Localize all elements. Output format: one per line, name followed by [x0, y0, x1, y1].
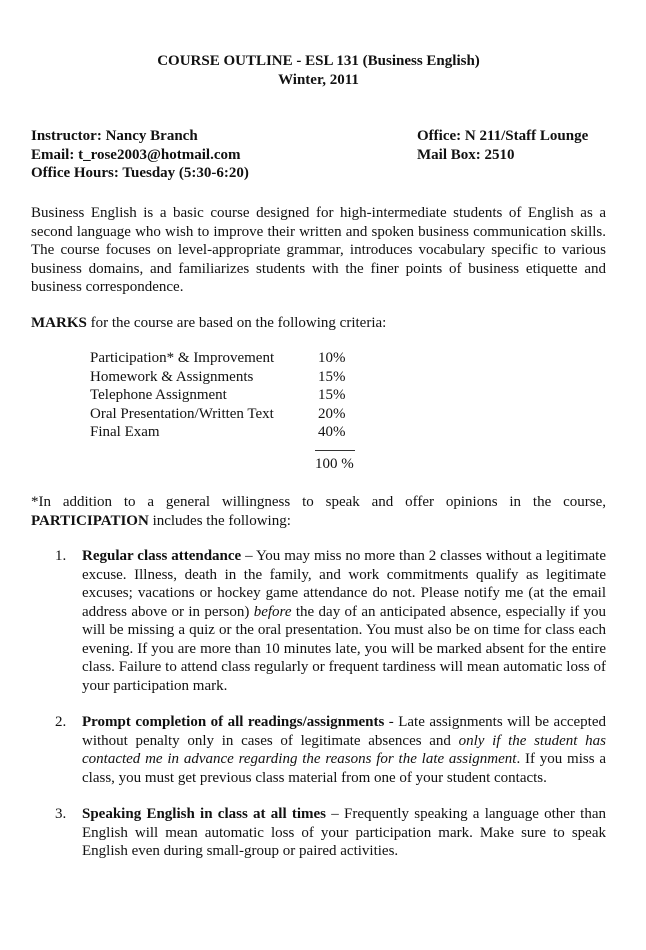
marks-heading: MARKS [31, 314, 87, 331]
marks-label: Homework & Assignments [90, 368, 254, 385]
document-title [31, 52, 606, 89]
office-location: Office: N 211/Staff Lounge [417, 128, 589, 144]
instructor-name: Instructor: Nancy Branch [31, 128, 198, 144]
marks-label: Final Exam [90, 424, 160, 440]
marks-percent: 10% [318, 350, 346, 366]
marks-label: Telephone Assignment [90, 387, 227, 403]
criteria-text: You may miss no more than 2 classes without a legitimate excuse. Illness, death in the family, and work commitments qualify as legitimate excuses; vacations or hockey game attendance do not. Please notify me (at the email address above or in person) [82, 548, 606, 620]
criteria-heading: Regular class attendance [82, 548, 242, 564]
marks-row [90, 423, 358, 442]
instructor-email: Email: t_rose2003@hotmail.com [31, 146, 241, 163]
criteria-number: 3. [55, 806, 67, 822]
marks-label: Oral Presentation/Written Text [90, 405, 274, 422]
participation-intro [31, 493, 606, 530]
marks-row [90, 368, 358, 387]
marks-total: 100 % [315, 450, 355, 474]
marks-percent: 15% [318, 368, 346, 385]
marks-intro-text: for the course are based on the following criteria: [86, 314, 387, 331]
participation-intro-text: includes the following: [148, 512, 291, 529]
office-hours: Office Hours: Tuesday (5:30-6:20) [31, 165, 249, 181]
marks-row [90, 386, 358, 405]
marks-percent: 20% [318, 405, 346, 422]
marks-intro [31, 314, 606, 333]
criteria-heading: Speaking English in class at all times [82, 806, 327, 822]
course-description: Business English is a basic course designed for high-intermediate students of English as a second language who wish to improve their written and spoken business communication skills. The course focuses on level-appropriate grammar, introduces vocabulary specific to various business domains, and familiarizes students with the finer points of business etiquette and business correspondence. [31, 205, 606, 295]
title-course: COURSE OUTLINE - ESL 131 (Business English) [157, 53, 480, 69]
instructor-info [31, 127, 606, 183]
criteria-emphasis: before [253, 603, 292, 620]
criteria-text: Late assignments will be accepted without penalty only in cases of legitimate absences and [82, 714, 606, 749]
criteria-separator: – [241, 548, 256, 564]
participation-intro-lead: *In addition to a general willingness to speak and offer opinions in the course, [31, 494, 606, 510]
participation-heading: PARTICIPATION [31, 512, 149, 529]
marks-table [90, 349, 358, 442]
mail-box: Mail Box: 2510 [417, 146, 515, 163]
criteria-text-end: the day of an anticipated absence, especially if you will be missing a quiz or the oral presentation. You must also be on time for class each evening. If you are more than 10 minutes late, you will be marked absent for the entire class. Failure to attend class regularly or frequent tardiness will mean automatic loss of your participation mark. [82, 603, 606, 694]
marks-percent: 15% [318, 387, 346, 403]
instructor-info-right [417, 127, 588, 164]
marks-label: Participation* & Improvement [90, 350, 275, 366]
criteria-item [31, 805, 606, 861]
marks-percent: 40% [318, 424, 346, 440]
criteria-separator: – [326, 806, 345, 822]
participation-criteria-list [31, 547, 606, 861]
criteria-text: Frequently speaking a language other than English will mean automatic loss of your participation mark. Make sure to speak English even during small-group or paired activities. [82, 806, 606, 859]
marks-row [90, 349, 358, 368]
criteria-separator: - [384, 714, 399, 730]
criteria-number: 1. [55, 548, 67, 564]
title-term: Winter, 2011 [278, 71, 359, 88]
criteria-text-end: . If you miss a class, you must get previous class material from one of your student contacts. [82, 751, 606, 786]
criteria-heading: Prompt completion of all readings/assignments [82, 714, 385, 730]
marks-row [90, 405, 358, 424]
criteria-emphasis: only if the student has contacted me in advance regarding the reasons for the late assignment [82, 732, 606, 767]
instructor-info-left [31, 127, 249, 183]
criteria-number: 2. [55, 714, 67, 730]
criteria-item [31, 713, 606, 787]
criteria-item [31, 547, 606, 695]
course-outline-page [31, 52, 606, 879]
